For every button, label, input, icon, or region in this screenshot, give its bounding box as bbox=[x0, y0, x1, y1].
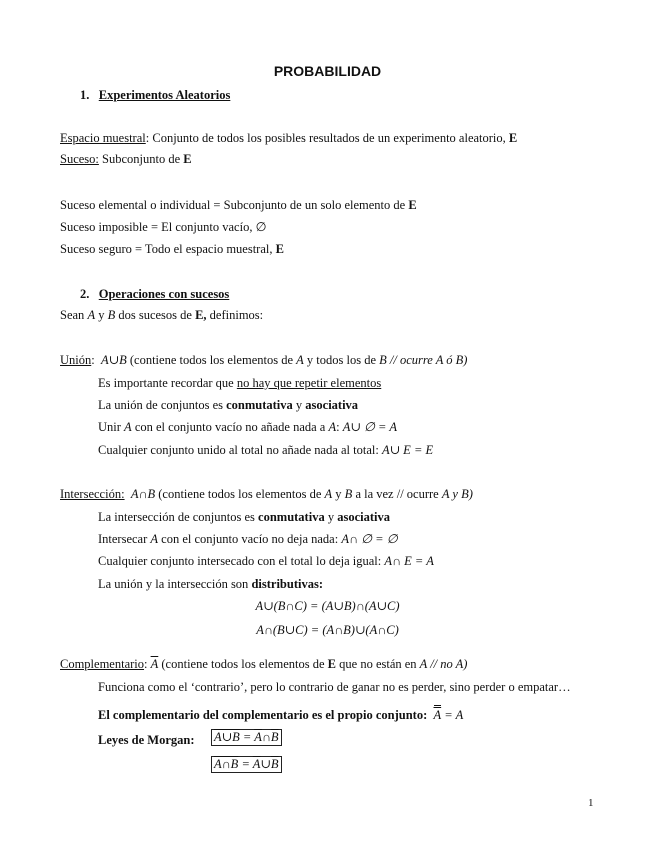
section-2-heading bbox=[80, 286, 229, 302]
intersection-formula: A∩B bbox=[130, 487, 156, 501]
morgan-label: Leyes de Morgan: bbox=[98, 733, 195, 747]
section-2-title: Operaciones con sucesos bbox=[98, 287, 230, 301]
intersection-definition: Intersección: A∩B (contiene todos los elementos de A y B a la vez // ocurre A y B) bbox=[60, 487, 473, 501]
union-empty-formula: A∪ ∅ = A bbox=[342, 420, 397, 434]
term-union: Unión bbox=[60, 353, 92, 367]
distributive-formula-2: A∩(B∪C) = (A∩B)∪(A∩C) bbox=[256, 623, 399, 637]
term-suceso: Suceso: bbox=[60, 152, 99, 166]
term-espacio-muestral: Espacio muestral bbox=[60, 131, 146, 145]
definition-espacio-muestral: Espacio muestral: Conjunto de todos los posibles resultados de un experimento aleatorio, E bbox=[60, 131, 518, 145]
section-1-number: 1. bbox=[80, 88, 90, 102]
intersection-total-formula: A∩ E = A bbox=[384, 554, 434, 568]
section-1-heading bbox=[80, 87, 230, 103]
definition-suceso: Suceso: Subconjunto de E bbox=[60, 152, 192, 166]
section-2-number: 2. bbox=[80, 287, 90, 301]
complement-definition: Complementario: $\overline{A}$ (contiene todos los elementos de E que no están en A // no A) bbox=[60, 657, 468, 671]
morgan-law-2 bbox=[211, 756, 282, 773]
intersection-note-1: La intersección de conjuntos es conmutativa y asociativa bbox=[98, 510, 390, 524]
sean-line: Sean A y B dos sucesos de E, definimos: bbox=[60, 308, 264, 322]
page-number: 1 bbox=[588, 797, 594, 809]
suceso-imposible: Suceso imposible = El conjunto vacío, ∅ bbox=[60, 220, 267, 234]
morgan-law-2-box: A∩B = $\overline{A}\cup\overline{B}$ bbox=[211, 756, 282, 773]
page-title: PROBABILIDAD bbox=[273, 63, 382, 79]
union-total-formula: A∪ E = E bbox=[381, 443, 434, 457]
union-note-3: Unir A con el conjunto vacío no añade nada a A: A∪ ∅ = A bbox=[98, 420, 397, 434]
union-note-4: Cualquier conjunto unido al total no añade nada al total: A∪ E = E bbox=[98, 443, 434, 457]
suceso-seguro: Suceso seguro = Todo el espacio muestral, E bbox=[60, 242, 284, 256]
complement-note-1: Funciona como el ‘contrario’, pero lo contrario de ganar no es perder, sino perder o empatar… bbox=[98, 680, 571, 694]
intersection-note-4: La unión y la intersección son distributivas: bbox=[98, 577, 323, 591]
intersection-note-2: Intersecar A con el conjunto vacío no deja nada: A∩ ∅ = ∅ bbox=[98, 532, 398, 546]
complement-note-2: El complementario del complementario es el propio conjunto: $\overline{A} = A$ bbox=[98, 705, 463, 723]
intersection-note-3: Cualquier conjunto intersecado con el total lo deja igual: A∩ E = A bbox=[98, 554, 434, 568]
morgan-law-1-box: A∪B = $\overline{A}\cap\overline{B}$ bbox=[211, 729, 282, 746]
section-1-title: Experimentos Aleatorios bbox=[98, 88, 231, 102]
union-note-1: Es importante recordar que no hay que repetir elementos bbox=[98, 376, 382, 390]
union-definition: Unión: A∪B (contiene todos los elementos de A y todos los de B // ocurre A ó B) bbox=[60, 353, 468, 367]
union-note-2: La unión de conjuntos es conmutativa y asociativa bbox=[98, 398, 359, 412]
distributive-formula-1: A∪(B∩C) = (A∪B)∩(A∪C) bbox=[255, 599, 400, 613]
term-complementario: Complementario bbox=[60, 657, 145, 671]
morgan-law-1 bbox=[211, 729, 282, 746]
suceso-elemental: Suceso elemental o individual = Subconjunto de un solo elemento de E bbox=[60, 198, 417, 212]
complement-formula: $\overline{A}$ bbox=[150, 657, 159, 671]
double-complement-formula: $\overline{A} = A$ bbox=[434, 708, 464, 722]
term-interseccion: Intersección: bbox=[60, 487, 125, 501]
union-formula: A∪B bbox=[100, 353, 127, 367]
intersection-empty-formula: A∩ ∅ = ∅ bbox=[341, 532, 398, 546]
